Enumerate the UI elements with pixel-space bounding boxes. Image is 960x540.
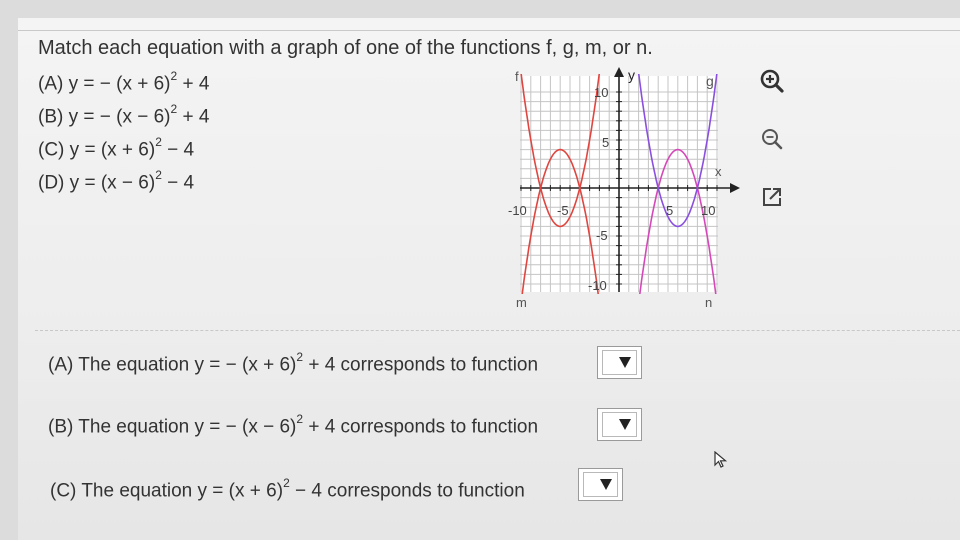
answer-text-post: + 4 corresponds to function	[303, 416, 539, 438]
x-axis-label: x	[715, 164, 722, 179]
equation-text-post: + 4	[177, 106, 210, 128]
panel-top-border	[18, 30, 960, 31]
answer-row-c	[50, 478, 525, 502]
answer-label: (B)	[48, 416, 74, 438]
answer-dropdown-c[interactable]	[578, 468, 623, 501]
x-axis-arrow	[730, 183, 740, 193]
dropdown-inner	[583, 472, 618, 497]
equation-exponent: 2	[155, 135, 162, 149]
equation-list	[38, 71, 209, 203]
answer-row-a	[48, 352, 538, 376]
zoom-out-icon	[759, 126, 785, 152]
answer-exponent: 2	[296, 412, 304, 426]
dropdown-arrow-icon	[619, 419, 631, 430]
zoom-in-icon	[759, 68, 785, 94]
tick-label-y-neg10: -10	[588, 278, 607, 293]
answer-text-post: − 4 corresponds to function	[289, 480, 525, 502]
label-f: f	[515, 69, 519, 84]
tick-label-x-10: 10	[701, 203, 716, 218]
tick-label-x-5: 5	[666, 203, 674, 218]
tick-label-y-10: 10	[594, 85, 609, 100]
tick-label-y-5: 5	[602, 135, 610, 150]
answer-exponent: 2	[283, 476, 290, 490]
equation-text-post: − 4	[161, 172, 195, 194]
zoom-in-button[interactable]	[757, 66, 787, 96]
answer-text-post: + 4 corresponds to function	[303, 354, 539, 376]
popout-button[interactable]	[757, 182, 787, 212]
equation-exponent: 2	[155, 168, 162, 182]
equation-a	[38, 71, 209, 104]
y-axis-label: y	[628, 67, 635, 83]
function-graph	[508, 64, 748, 319]
equation-text: y = − (x − 6)	[68, 106, 171, 128]
dropdown-arrow-icon	[619, 357, 631, 368]
equation-text-post: + 4	[177, 73, 210, 95]
equation-d	[38, 170, 209, 203]
equation-label: (A)	[38, 73, 64, 95]
tick-label-x-neg10: -10	[508, 203, 527, 218]
equation-text: y = (x − 6)	[69, 172, 156, 194]
question-prompt: Match each equation with a graph of one of the functions f, g, m, or n.	[38, 37, 653, 59]
answer-exponent: 2	[296, 350, 304, 364]
answer-text: The equation y = (x + 6)	[81, 480, 284, 502]
label-m: m	[516, 295, 527, 310]
equation-text: y = − (x + 6)	[68, 73, 171, 95]
graph-svg	[508, 64, 748, 314]
answer-label: (A)	[48, 354, 74, 376]
equation-label: (C)	[38, 139, 65, 161]
y-axis-arrow	[614, 67, 624, 77]
equation-b	[38, 104, 209, 137]
popout-icon	[760, 185, 784, 209]
tick-label-x-neg5: -5	[557, 203, 569, 218]
equation-exponent: 2	[170, 102, 178, 116]
answer-text: The equation y = − (x + 6)	[78, 354, 297, 376]
zoom-out-button[interactable]	[757, 124, 787, 154]
equation-label: (D)	[38, 172, 65, 194]
dropdown-inner	[602, 412, 637, 437]
label-g: g	[706, 73, 714, 89]
answer-dropdown-b[interactable]	[597, 408, 642, 441]
equation-exponent: 2	[170, 69, 178, 83]
tick-label-y-neg5: -5	[596, 228, 608, 243]
label-n: n	[705, 295, 713, 310]
equation-label: (B)	[38, 106, 64, 128]
answer-text: The equation y = − (x − 6)	[78, 416, 297, 438]
answer-dropdown-a[interactable]	[597, 346, 642, 379]
answer-row-b	[48, 414, 538, 438]
mouse-cursor-icon	[714, 451, 728, 474]
equation-text: y = (x + 6)	[69, 139, 156, 161]
equation-c	[38, 137, 209, 170]
dropdown-arrow-icon	[600, 479, 612, 490]
answer-label: (C)	[50, 480, 77, 502]
equation-text-post: − 4	[161, 139, 195, 161]
dropdown-inner	[602, 350, 637, 375]
section-divider	[35, 330, 960, 331]
